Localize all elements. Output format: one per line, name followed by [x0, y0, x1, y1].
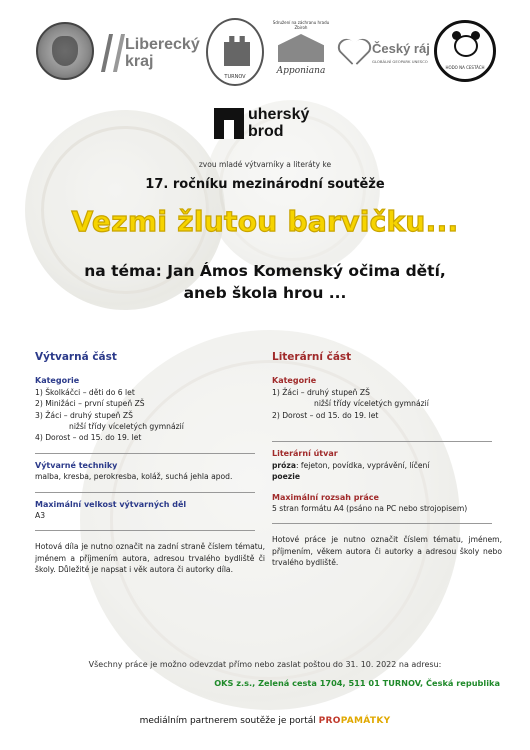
divider — [35, 530, 255, 531]
divider — [35, 492, 255, 493]
divider — [272, 441, 492, 442]
media-partner — [0, 716, 530, 726]
literary-note: Hotové práce je nutno označit číslem tématu, jménem, příjmením, věkem autora či autorky a adresou školy nebo trvalého bydliště. — [272, 535, 502, 568]
art-section-title: Výtvarná část — [35, 351, 117, 363]
art-category-item: 1) Školkáčci – děti do 6 let — [35, 387, 135, 397]
art-category-item: 3) Žáci – druhý stupeň ZŠ — [35, 410, 133, 420]
art-category-item-note: nižší třídy víceletých gymnázií — [69, 422, 184, 432]
literary-range-text: 5 stran formátu A4 (psáno na PC nebo strojopisem) — [272, 504, 468, 514]
art-techniques-heading: Výtvarné techniky — [35, 460, 118, 470]
castle-icon — [224, 36, 250, 66]
literary-section-title: Literární část — [272, 351, 352, 363]
art-categories-heading: Kategorie — [35, 376, 80, 386]
literary-range — [272, 492, 502, 515]
invite-text: zvou mladé výtvarníky a literáty ke — [198, 160, 332, 169]
cesky-raj-name: Český ráj — [372, 41, 430, 56]
panda-logo — [434, 20, 496, 82]
literary-category-item: 2) Dorost – od 15. do 19. let — [272, 410, 379, 420]
heart-icon — [340, 40, 368, 64]
theme-line-2: aneb škola hrou ... — [183, 284, 347, 302]
castle-caption: TURNOV — [224, 74, 246, 80]
postal-address: OKS z.s., Zelená cesta 1704, 511 01 TURNOV, Česká republika — [214, 678, 500, 688]
liberecky-kraj-mark-icon — [101, 34, 125, 72]
literary-form-heading: Literární útvar — [272, 449, 338, 459]
submission-info: Všechny práce je možno odevzdat přímo nebo zaslat poštou do 31. 10. 2022 na adresu: — [88, 660, 442, 669]
art-categories — [35, 375, 265, 443]
divider — [35, 453, 255, 454]
regional-emblem-logo — [36, 22, 94, 80]
poetry-label: poezie — [272, 472, 300, 482]
art-section — [35, 352, 265, 576]
literary-categories — [272, 375, 502, 432]
literary-categories-heading: Kategorie — [272, 376, 317, 386]
literary-form — [272, 448, 502, 482]
prose-text: : fejeton, povídka, vyprávění, líčení — [295, 460, 430, 470]
liberecky-kraj-line1: Liberecký — [125, 36, 200, 53]
uhersky-brod-mark-icon — [214, 108, 244, 139]
art-techniques-text: malba, kresba, perokresba, koláž, suchá jehla apod. — [35, 472, 233, 482]
cesky-raj-logo — [340, 36, 430, 76]
propamatky-logo: PROPAMÁTKY — [318, 716, 391, 726]
uhersky-brod-line2: brod — [248, 123, 284, 140]
panda-caption: HODO NA CESTÁCH — [445, 65, 485, 70]
castle-society-logo — [206, 18, 264, 86]
divider — [272, 523, 492, 524]
castle-building-icon — [278, 34, 324, 62]
apponiana-name: Apponiana — [276, 66, 326, 76]
apponiana-logo — [268, 20, 334, 86]
literary-range-heading: Maximální rozsah práce — [272, 492, 379, 502]
cesky-raj-subtitle: GLOBÁLNÍ GEOPARK UNESCO — [372, 59, 428, 64]
literary-category-item-note: nižší třídy víceletých gymnázií — [314, 399, 429, 409]
uhersky-brod-logo — [214, 108, 324, 142]
uhersky-brod-line1: uherský — [248, 106, 310, 123]
literary-section — [272, 352, 502, 569]
art-category-item: 4) Dorost – od 15. do 19. let — [35, 433, 142, 443]
liberecky-kraj-line2: kraj — [125, 53, 154, 70]
competition-round: 17. ročníku mezinárodní soutěže — [145, 177, 385, 192]
media-partner-text: mediálním partnerem soutěže je portál — [139, 716, 316, 726]
art-size-text: A3 — [35, 511, 46, 521]
apponiana-top-text: Sdružení na záchranu hradu Zbiroh — [272, 20, 330, 30]
theme-line-1: na téma: Jan Ámos Komenský očima dětí, — [84, 262, 446, 280]
partner-logos — [0, 10, 530, 90]
art-note: Hotová díla je nutno označit na zadní straně číslem tématu, jménem a příjmením autora, adresou trvalého bydliště či školy. Důležité je napsat i věk autora či autorky díla. — [35, 542, 265, 575]
liberecky-kraj-logo — [105, 34, 200, 74]
art-size — [35, 499, 265, 522]
panda-icon — [454, 35, 478, 57]
literary-category-item: 1) Žáci – druhý stupeň ZŠ — [272, 387, 370, 397]
art-category-item: 2) Minižáci – první stupeň ZŠ — [35, 399, 145, 409]
competition-slogan: Vezmi žlutou barvičku... — [71, 205, 459, 238]
prose-label: próza — [272, 460, 296, 470]
art-size-heading: Maximální velkost výtvarných děl — [35, 499, 187, 509]
art-techniques — [35, 460, 265, 483]
